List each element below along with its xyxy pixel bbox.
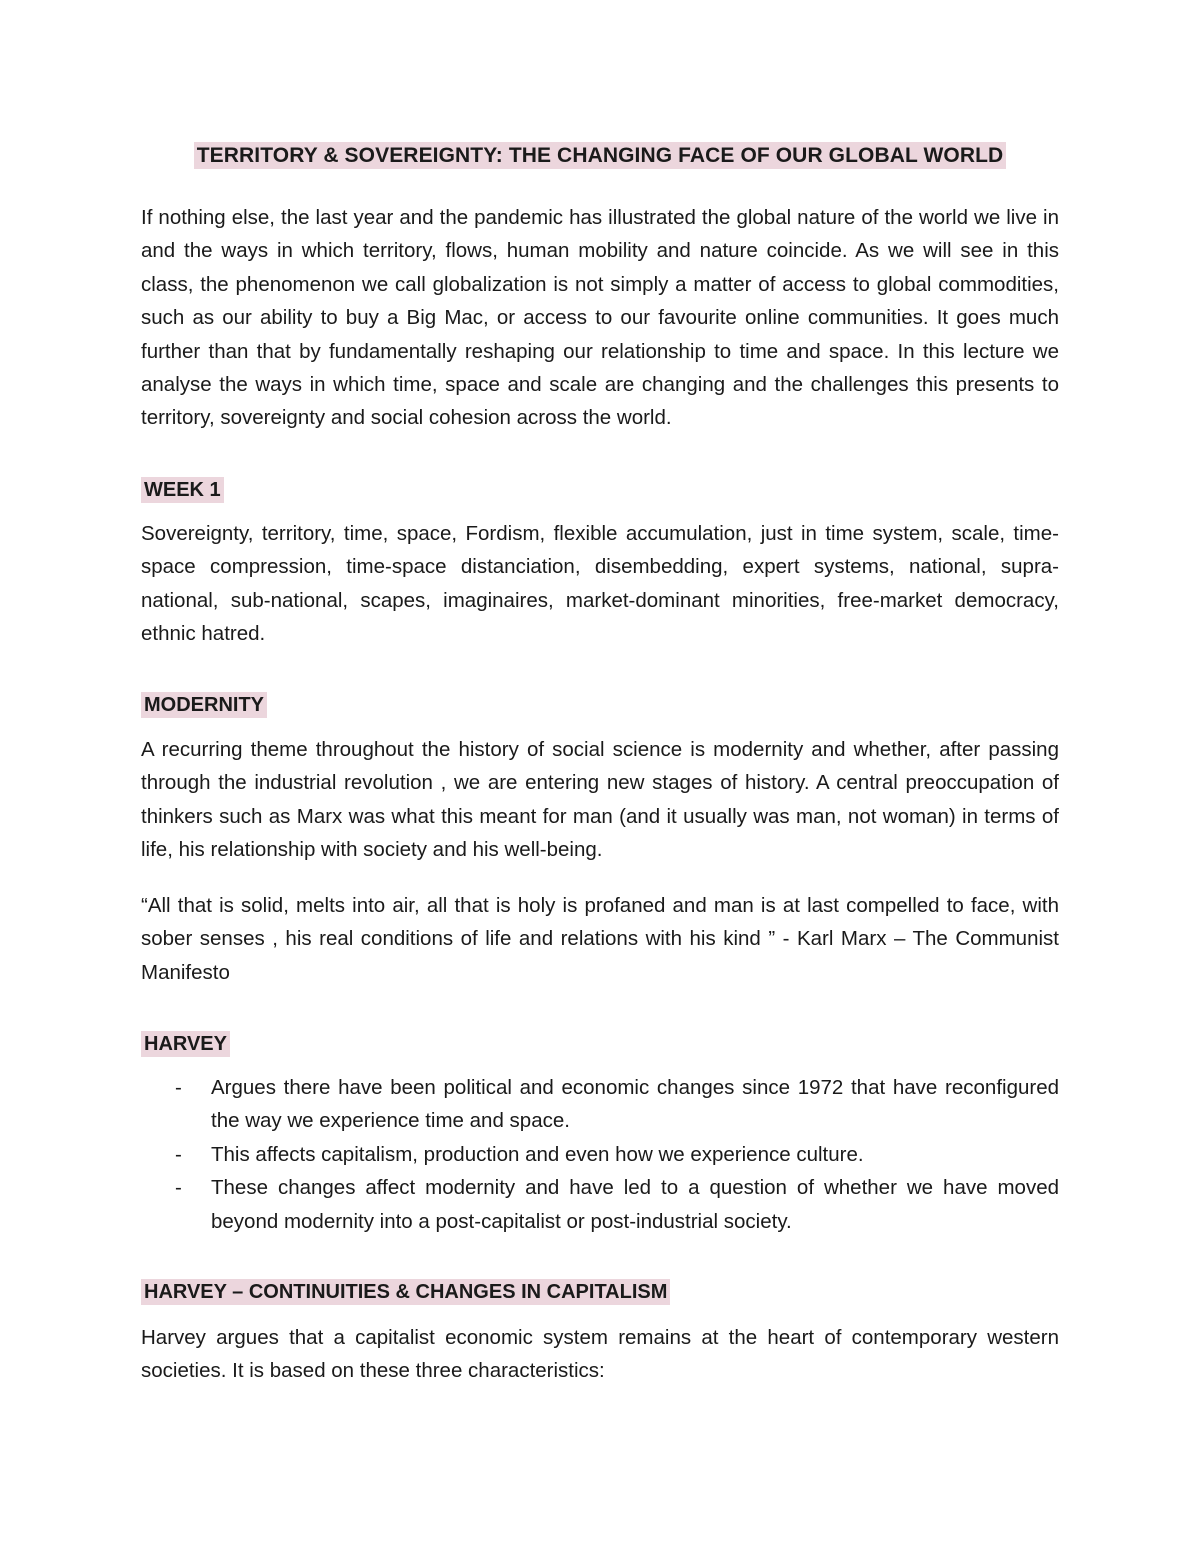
section-heading-modernity: MODERNITY [141,691,267,719]
bullet-dash: - [175,1142,182,1166]
bullet-text: These changes affect modernity and have led to a question of whether we have moved beyond modernity into a post-capitalist or post-industrial society. [211,1176,1059,1233]
week1-paragraph: Sovereignty, territory, time, space, Fordism, flexible accumulation, just in time system, scale, time-space compression, time-space distanciation, disembedding, expert systems, national, supra-national, sub-national, scapes, imaginaires, market-dominant minorities, free-market democracy, ethnic hatred. [141,522,1059,646]
marx-quote: “All that is solid, melts into air, all that is holy is profaned and man is at last compelled to face, with sober senses , his real conditions of life and relations with his kind ” - Karl Marx – The Communist Manifesto [141,894,1059,984]
list-item [141,1138,1059,1171]
intro-paragraph: If nothing else, the last year and the pandemic has illustrated the global nature of the world we live in and the ways in which territory, flows, human mobility and nature coincide. As we will see in this class, the phenomenon we call globalization is not simply a matter of access to global commodities, such as our ability to buy a Big Mac, or access to our favourite online communities. It goes much further than that by fundamentally reshaping our relationship to time and space. In this lecture we analyse the ways in which time, space and scale are changing and the challenges this presents to territory, sovereignty and social cohesion across the world. [141,206,1059,430]
document-title: TERRITORY & SOVEREIGNTY: THE CHANGING FACE OF OUR GLOBAL WORLD [194,142,1007,169]
modernity-paragraph: A recurring theme throughout the history of social science is modernity and whether, after passing through the industrial revolution , we are entering new stages of history. A central preoccupation of thinkers such as Marx was what this meant for man (and it usually was man, not woman) in terms of life, his relationship with society and his well-being. [141,738,1059,862]
harvey-continuities-paragraph: Harvey argues that a capitalist economic system remains at the heart of contemporary western societies. It is based on these three characteristics: [141,1326,1059,1383]
bullet-dash: - [175,1176,182,1200]
section-heading-week1: WEEK 1 [141,476,224,504]
bullet-dash: - [175,1076,182,1099]
harvey-bullet-list [141,1071,1059,1238]
section-heading-harvey: HARVEY [141,1030,230,1058]
bullet-text: This affects capitalism, production and even how we experience culture. [211,1142,864,1166]
bullet-text: Argues there have been political and economic changes since 1972 that have reconfigured the way we experience time and space. [211,1076,1059,1133]
list-item [141,1171,1059,1238]
section-heading-harvey-continuities: HARVEY – CONTINUITIES & CHANGES IN CAPITALISM [141,1278,670,1306]
list-item [141,1071,1059,1138]
title-block [141,144,1059,168]
